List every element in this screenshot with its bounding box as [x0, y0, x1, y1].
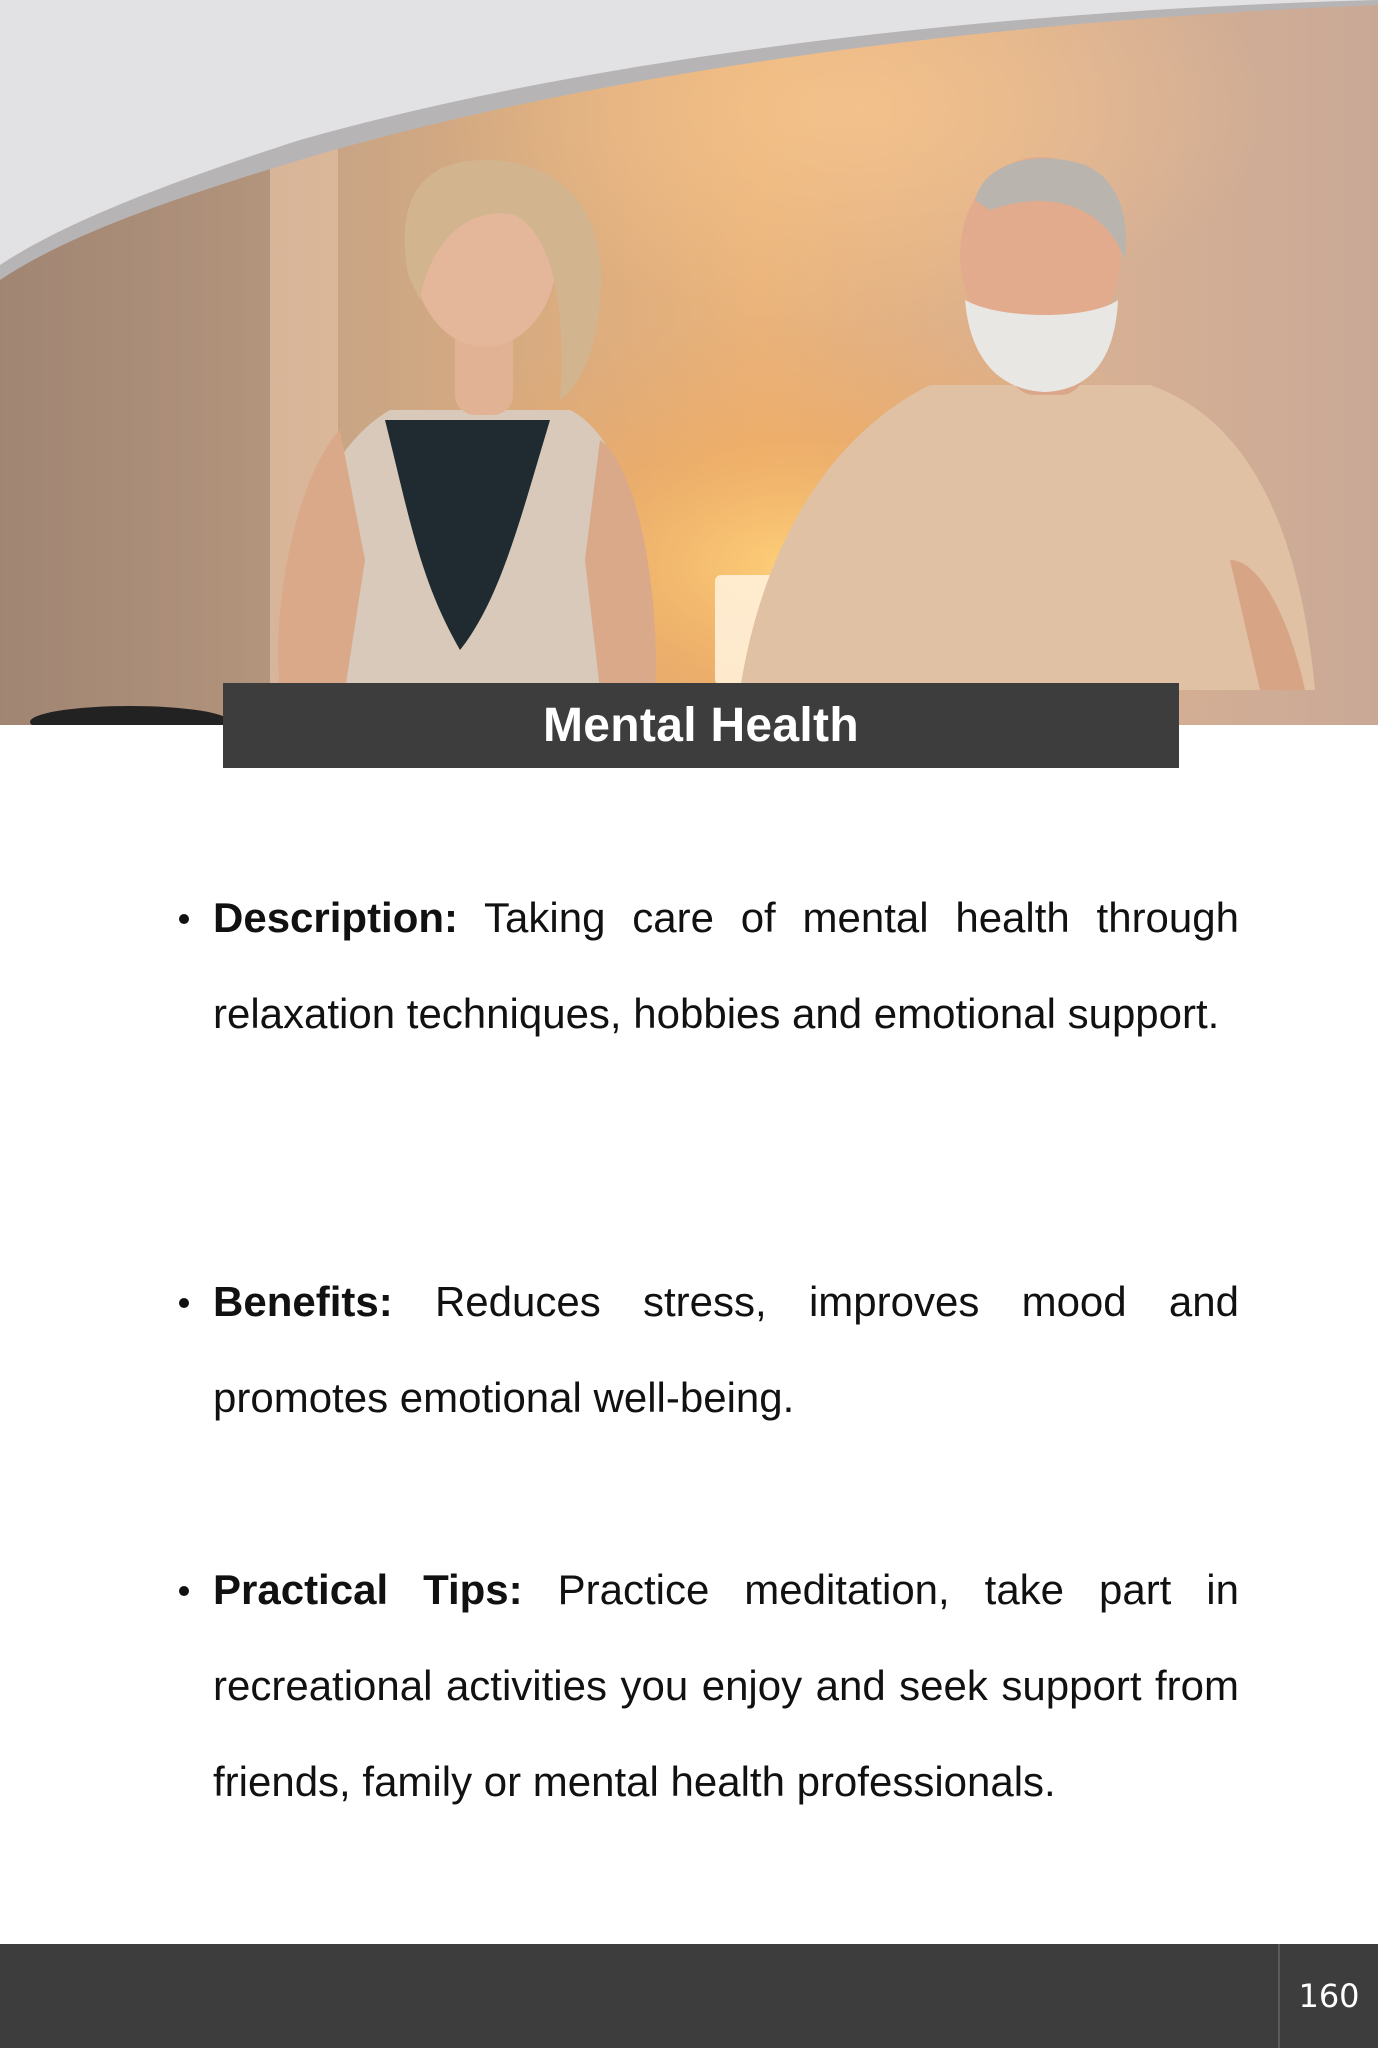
footer-bar — [0, 1944, 1378, 2048]
bullet-label: Benefits: — [213, 1278, 393, 1325]
meditation-photo-illustration — [0, 0, 1378, 725]
bullet-text: Taking care of mental health through relaxation techniques, hobbies and emotional support. — [213, 894, 1239, 1037]
page-number-box — [1278, 1944, 1378, 2048]
page-title: Mental Health — [543, 699, 859, 752]
bullet-label: Practical Tips: — [213, 1566, 523, 1613]
bullet-dot-icon — [179, 914, 189, 924]
bullet-dot-icon — [179, 1298, 189, 1308]
title-bar — [223, 683, 1179, 768]
bullet-benefits — [213, 1254, 1239, 1446]
bullet-text: Reduces stress, improves mood and promotes emotional well-being. — [213, 1278, 1239, 1421]
bullet-label: Description: — [213, 894, 459, 941]
bullet-text: Practice meditation, take part in recreational activities you enjoy and seek support from friends, family or mental health professionals. — [213, 1566, 1239, 1805]
page-number: 160 — [1298, 1977, 1360, 2015]
bullet-description — [213, 870, 1239, 1062]
hero-photo — [0, 0, 1378, 725]
bullet-practical-tips — [213, 1542, 1239, 1830]
bullet-dot-icon — [179, 1586, 189, 1596]
